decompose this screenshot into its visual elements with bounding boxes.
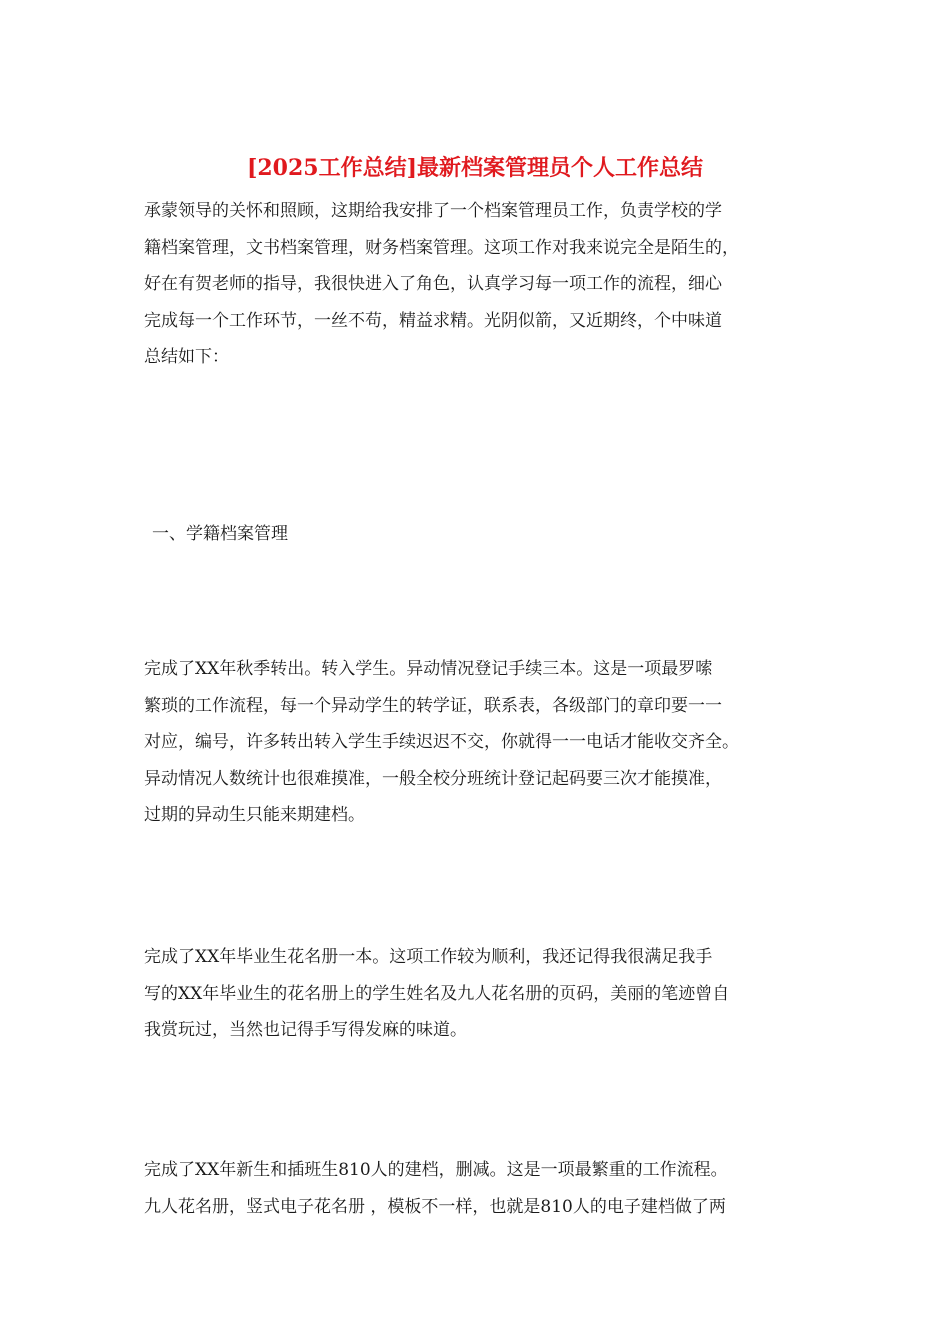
body-paragraph-3: 完成了XX年新生和插班生810人的建档，删减。这是一项最繁重的工作流程。 九人花名册，竖式电子花名册 ，模板不一样，也就是810人的电子建档做了两 [144, 1160, 728, 1217]
intro-paragraph: 承蒙领导的关怀和照顾，这期给我安排了一个档案管理员工作，负责学校的学 籍档案管理，文书档案管理，财务档案管理。这项工作对我来说完全是陌生的， 好在有贺老师的指导，我很快进入了角色，认真学习每一项工作的流程，细心 完成每一个工作环节，一丝不苟，精益求精。光阴似箭，又近期终，个中味道 总结如下： [144, 201, 739, 367]
body-paragraph-1: 完成了XX年秋季转出。转入学生。异动情况登记手续三本。这是一项最罗嗦 繁琐的工作流程，每一个异动学生的转学证，联系表，各级部门的章印要一一 对应，编号，许多转出转入学生手续迟迟不交，你就得一一电话才能收交齐全。 异动情况人数统计也很难摸准，一般全校分班统计登记起码要三次才能摸准， 过期的异动生只能来期建档。 [144, 659, 739, 825]
document-title: [2025工作总结]最新档案管理员个人工作总结 [246, 155, 704, 181]
section-heading: 一、学籍档案管理 [152, 524, 288, 544]
body-paragraph-2: 完成了XX年毕业生花名册一本。这项工作较为顺利，我还记得我很满足我手 写的XX年毕业生的花名册上的学生姓名及九人花名册的页码，美丽的笔迹曾自 我赏玩过，当然也记得手写得发麻的味道。 [144, 947, 730, 1040]
